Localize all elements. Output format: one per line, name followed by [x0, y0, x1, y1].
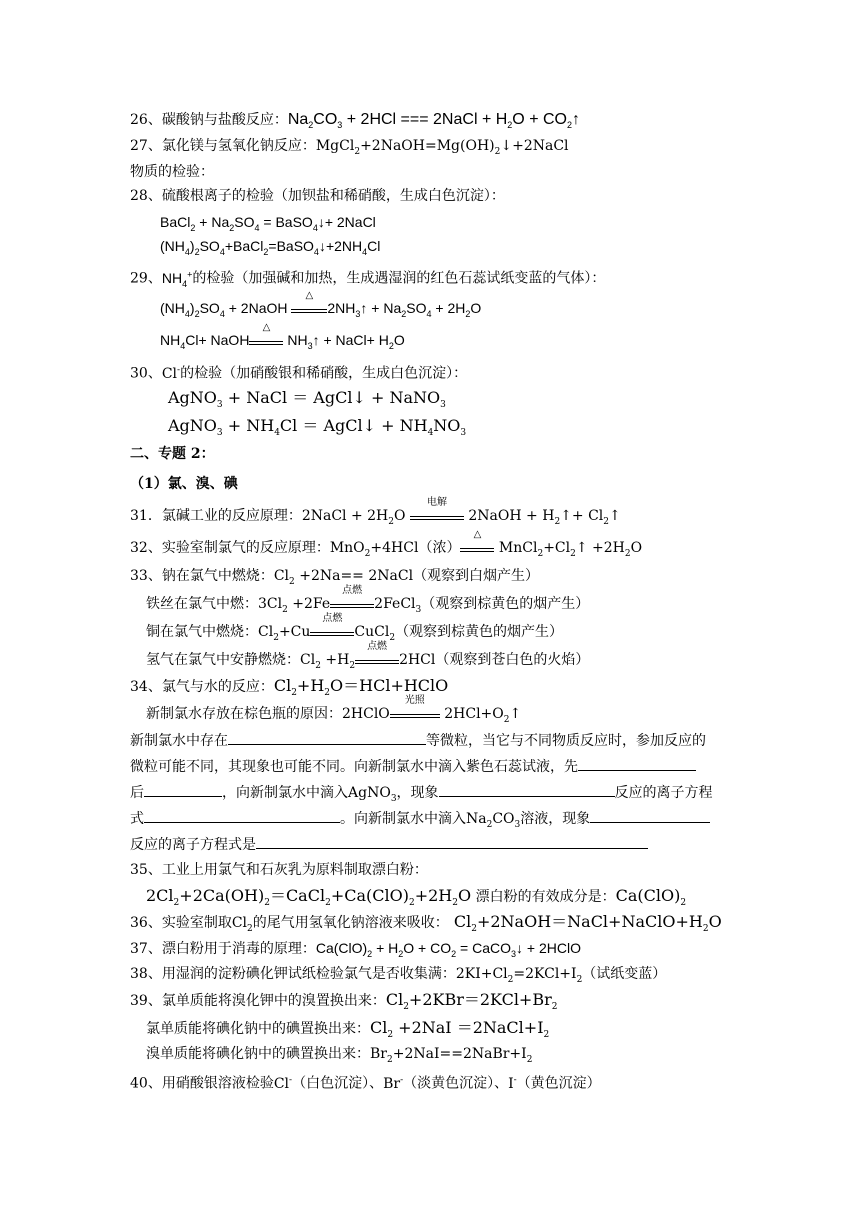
answer-blank[interactable]: [578, 756, 696, 771]
reaction-39-bromine: 溴单质能将碘化钠中的碘置换出来：$Br_2+2NaI==2NaBr+I_2$: [146, 1046, 533, 1065]
reaction-33: 33、钠在氯气中燃烧：$Cl_2 +2Na==$ 2NaCl（观察到白烟产生）: [130, 568, 540, 587]
reaction-38: 38、用湿润的淀粉碘化钾试纸检验氯气是否收集满：$2KI+Cl_2=2KCl+I_2$（试纸变蓝）: [130, 966, 667, 985]
reaction-33-hydrogen: 氢气在氯气中安静燃烧：$Cl_2 +H_2$ 点燃 2HCl（观察到苍白色的火焰）: [146, 641, 590, 671]
reaction-39: 39、氯单质能将溴化钾中的溴置换出来：$Cl_2+2KBr=2KCl+Br_2$: [130, 990, 558, 1013]
reaction-35: 35、工业上用氯气和石灰乳为原料制取漂白粉：: [130, 862, 428, 878]
reaction-39-iodide: 氯单质能将碘化钠中的碘置换出来：$Cl_2 +2NaI$ $=2NaCl+I_2$: [146, 1018, 550, 1041]
answer-blank[interactable]: [590, 808, 710, 823]
ignition-condition: 点燃: [355, 653, 399, 664]
reaction-34-storage: 新制氯水存放在棕色瓶的原因：2HClO 光照 $2HCl+O_2↑$: [146, 695, 522, 725]
reaction-32: 32、实验室制氯气的反应原理：MnO$_2$+4HCl（浓） △ $MnCl_2+Cl_2↑ +2H_2O$: [130, 529, 643, 559]
answer-blank[interactable]: [144, 808, 340, 823]
heat-condition: △: [249, 334, 283, 345]
reaction-33-copper: 铜在氯气中燃烧：$Cl_2+Cu$ 点燃 CuCl$_2$（观察到棕黄色的烟产生）: [146, 613, 564, 643]
reaction-36: 36、实验室制取$Cl_2$的尾气用氢氧化钠溶液来吸收： $Cl_2+2NaOH=NaCl+NaClO+H_2O$: [130, 912, 722, 935]
paragraph-line-5: 反应的离子方程式是: [130, 834, 648, 855]
paragraph-line-1: 新制氯水中存在 等微粒，当它与不同物质反应时，参加反应的: [130, 730, 706, 751]
heat-condition: △: [460, 541, 494, 552]
reaction-31: 31．氯碱工业的反应原理：2NaCl + $2H_2O$ 电解 2NaOH + $H_2↑+$ $Cl_2↑$: [130, 497, 621, 527]
reaction-33-iron: 铁丝在氯气中燃：$3Cl_2 +2Fe$ 点燃 2FeCl$_3$（观察到棕黄色的烟产生）: [146, 585, 590, 615]
paragraph-line-2: 微粒可能不同，其现象也可能不同。向新制氯水中滴入紫色石蕊试液，先: [130, 756, 696, 777]
equation-29b: $NH_4Cl+$ NaOH △ $NH_3↑$ + NaCl+ $H_2O$: [160, 322, 405, 351]
section-heading: 二、专题 2：: [130, 446, 215, 462]
electrolysis-condition: 电解: [410, 509, 464, 520]
reaction-30: 30、Cl-的检验（加硝酸银和稀硝酸，生成白色沉淀）：: [130, 365, 468, 382]
reaction-40: 40、用硝酸银溶液检验Cl-（白色沉淀）、Br-（淡黄色沉淀）、I-（黄色沉淀）: [130, 1075, 601, 1092]
reaction-28: 28、硫酸根离子的检验（加钡盐和稀硝酸，生成白色沉淀）：: [130, 188, 505, 204]
reaction-27: 27、氯化镁与氢氧化钠反应：$MgCl_2+2NaOH=Mg(OH)_2↓+2NaCl$: [130, 138, 569, 157]
reaction-26: 26、碳酸钠与盐酸反应：$Na_2CO_3 + 2HCl$ === 2NaCl + $H_2O$ + $CO_2↑$: [130, 111, 580, 131]
answer-blank[interactable]: [228, 730, 426, 745]
answer-blank[interactable]: [256, 834, 648, 849]
reaction-29: 29、$NH_4^+$的检验（加强碱和加热，生成遇湿润的红色石蕊试纸变蓝的气体）：: [130, 269, 606, 289]
paragraph-line-3: 后 ，向新制氯水中滴入AgNO$_3$，现象 反应的离子方程: [130, 782, 713, 809]
ignition-condition: 点燃: [330, 597, 374, 608]
answer-blank[interactable]: [439, 782, 615, 797]
equation-28a: BaCl$_2$ + $Na_2SO_4$ = BaSO$_4$↓+ 2NaCl: [160, 214, 376, 233]
reaction-34: 34、氯气与水的反应：$Cl_2+H_2O=HCl+HClO$: [130, 676, 449, 699]
equation-30a: AgNO$_3$ + NaCl ＝ AgCl↓ + NaNO$_3$: [168, 388, 446, 411]
equation-30b: AgNO$_3$ + $NH_4Cl$ ＝ AgCl↓ + $NH_4NO_3$: [168, 416, 467, 439]
subsection-heading: （1）氯、溴、碘: [130, 476, 238, 492]
answer-blank[interactable]: [144, 782, 222, 797]
light-condition: 光照: [390, 707, 440, 718]
equation-35: $2Cl_2+2Ca(OH)_2=CaCl_2+Ca(ClO)_2+2H_2O$ 漂白粉的有效成分是：$Ca(ClO)_2$: [146, 886, 687, 909]
reaction-37: 37、漂白粉用于消毒的原理：$Ca(ClO)_2 + H_2O + CO_2$ = CaCO$_3$↓ + 2HClO: [130, 940, 581, 959]
inspection-heading: 物质的检验：: [130, 164, 214, 180]
heat-condition: △: [291, 302, 327, 313]
equation-28b: $(NH_4)_2SO_4+BaCl_2=BaSO_4↓+2NH_4Cl$: [160, 238, 381, 257]
paragraph-line-4: 式 。向新制氯水中滴入$Na_2CO_3$溶液，现象: [130, 808, 710, 835]
ignition-condition: 点燃: [310, 625, 354, 636]
equation-26: $Na_2CO_3 + 2HCl$ === 2NaCl + $H_2O$ + $CO_2↑$: [287, 111, 580, 131]
equation-27: $MgCl_2+2NaOH=Mg(OH)_2↓+2NaCl$: [315, 138, 569, 157]
equation-29a: $(NH_4)_2SO_4$ + 2NaOH △ $2NH_3↑ + Na_2SO_4 + 2H_2O$: [160, 290, 482, 319]
